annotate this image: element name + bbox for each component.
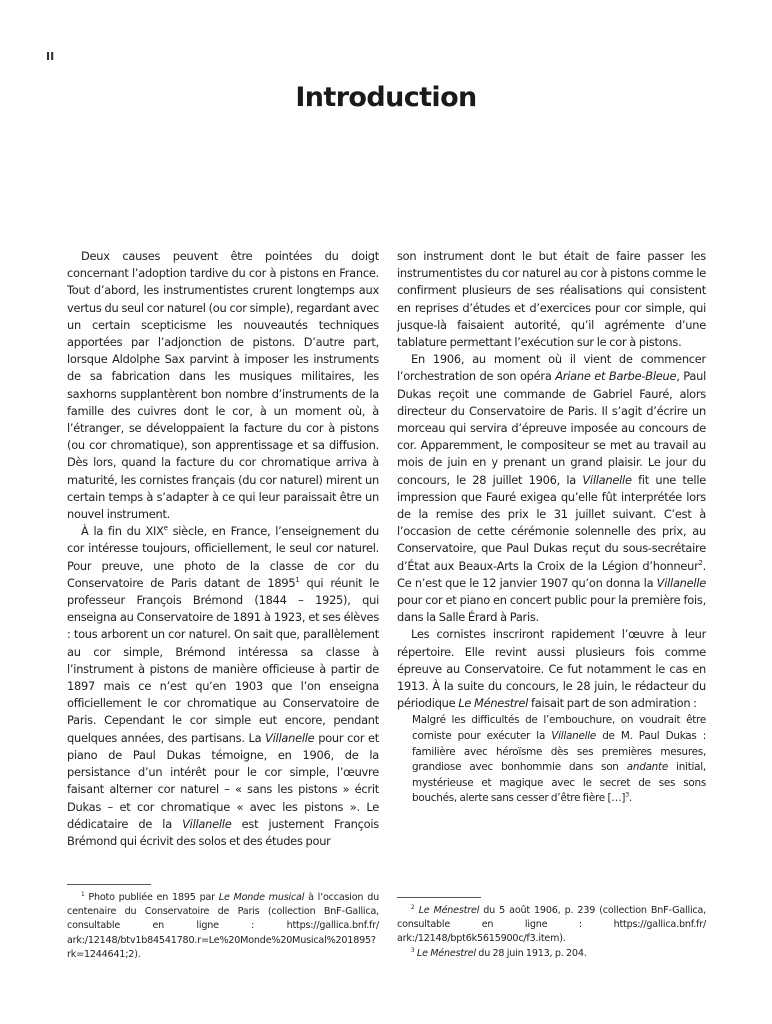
footnote-text: Photo publiée en 1895 par xyxy=(84,892,219,903)
footnotes-right xyxy=(397,897,706,961)
paragraph-text: Deux causes peuvent être pointées du doigt concernant l’adoption tardive du cor à pistons en France. Tout d’abord, les instrumentistes crurent longtemps aux vertus du seul cor naturel (ou cor simple), regardant avec un certain scepticisme les nouveautés techniques apportées par l’adjonction de pistons. D’autre part, lorsque Aldolphe Sax parvint à imposer les instruments de sa fabrication dans les musiques militaires, les saxhorns supplantèrent bon nombre d’instruments de la famille des cuivres dont le cor, à un moment où, à l’étranger, se développaient la facture du cor à pistons (ou cor chromatique), son apprentissage et sa diffusion. Dès lors, quand la facture du cor chromatique arriva à maturité, les cornistes français (du cor naturel) mirent un certain temps à s’adapter à ce qui leur paraissait être un nouvel instrument. xyxy=(67,249,379,522)
work-title: Villanelle xyxy=(582,472,632,487)
paragraph-text: faisait part de son admiration : xyxy=(528,696,697,711)
paragraph xyxy=(397,351,706,626)
footnote-1 xyxy=(67,891,379,962)
paragraph-text: pour cor et piano en concert public pour la première fois, dans la Salle Érard à Paris. xyxy=(397,593,706,625)
footnote-divider xyxy=(67,884,151,885)
block-quote xyxy=(412,712,706,807)
footnote-text: à l’occasion du centenaire du Conservatoire de Paris (collection BnF-Gallica, consultable en ligne : https://gallica.bnf.fr/ ark:/12148/btv1b84541780.r=Le%20Monde%20Musical%201895?rk=1244641;2). xyxy=(67,892,379,960)
footnote-number: 1 xyxy=(81,891,85,898)
work-title: Villanelle xyxy=(551,730,597,743)
work-title: Villanelle xyxy=(265,730,315,745)
footnote-divider xyxy=(397,897,481,898)
periodical-title: Le Monde musical xyxy=(218,892,305,903)
paragraph-text: À la fin du XIX xyxy=(81,524,164,539)
paragraph-text: est justement François Brémond qui écrivit des solos et des études pour xyxy=(67,816,379,848)
right-column xyxy=(397,248,706,807)
footnote-reference: 2 xyxy=(698,558,703,567)
paragraph-text: fit une telle impression que Fauré exigea qu’elle fût interprétée lors de la remise des prix le 31 juillet suivant. C’est à l’occasion de cette cérémonie solennelle des prix, au Conservatoire, que Paul Dukas reçut du sous-secrétaire d’État aux Beaux-Arts la Croix de la Légion d’honneur xyxy=(397,472,706,573)
paragraph-text: son instrument dont le but était de faire passer les instrumentistes du cor naturel au cor à pistons comme le confirment plusieurs de ses réalisations qui consistent en reprises d’études et d’exercices pour cor simple, qui jusque-là faisaient autorité, qu’il agrémente d’une tablature permettant l’exécution sur le cor à pistons. xyxy=(397,249,706,350)
footnote-number: 2 xyxy=(411,904,415,911)
paragraph-text: Les cornistes inscriront rapidement l’œuvre à leur répertoire. Elle revint aussi plusieurs fois comme épreuve au Conservatoire. Ce fut notamment le cas en 1913. À la suite du concours, le 28 juin, le rédacteur du périodique xyxy=(397,627,706,711)
quote-text: . xyxy=(628,792,632,805)
work-title: Ariane et Barbe-Bleue xyxy=(555,369,677,384)
paragraph xyxy=(397,626,706,712)
paragraph xyxy=(67,248,379,523)
work-title: Villanelle xyxy=(182,816,232,831)
footnote-3 xyxy=(397,947,706,961)
footnote-text: du 28 juin 1913, p. 204. xyxy=(475,947,587,959)
paragraph-text: pour cor et piano de Paul Dukas témoigne, en 1906, de la persistance d’un intérêt pour le cor simple, l’œuvre faisant alterner cor naturel – « sans les pistons » écrit Dukas – et cor chromatique « avec les pistons ». Le dédicataire de la xyxy=(67,730,379,831)
page-title: Introduction xyxy=(295,82,477,113)
footnotes-left xyxy=(67,884,379,962)
footnote-2 xyxy=(397,904,706,947)
periodical-title: Le Ménestrel xyxy=(458,696,529,711)
quote-text: Malgré les difficultés de l’embouchure, on voudrait être corniste pour exécuter la xyxy=(412,714,706,743)
paragraph-text: . Ce n’est que le 12 janvier 1907 qu’on donna la xyxy=(397,558,706,590)
tempo-term: andante xyxy=(626,761,668,774)
page-number: II xyxy=(46,50,55,63)
paragraph-text: , Paul Dukas reçoit une commande de Gabriel Fauré, alors directeur du Conservatoire de Paris. Il s’agit d’écrire un morceau qui servira d’épreuve imposée au concours de cor. Apparemment, le compositeur se met au travail au mois de juin en y prenant un grand plaisir. Le jour du concours, le 28 juillet 1906, la xyxy=(397,369,706,487)
paragraph-text: siècle, en France, l’enseignement du cor intéresse toujours, officiellement, le seul cor naturel. Pour preuve, une photo de la classe de cor du Conservatoire de Paris datant de 1895 xyxy=(67,524,379,590)
footnote-reference: 3 xyxy=(625,791,629,799)
footnote-number: 3 xyxy=(411,947,415,954)
quote-text: initial, mystérieuse et magique avec le secret de ses sons bouchés, alerte sans cesser d’être fière […] xyxy=(412,761,706,805)
quote-text: de M. Paul Dukas : familière avec héroïsme dès ses premières mesures, grandiose avec bonhommie dans son xyxy=(412,730,706,774)
paragraph xyxy=(67,523,379,850)
paragraph-text: En 1906, au moment où il vient de commencer l’orchestration de son opéra xyxy=(397,352,706,384)
periodical-title: Le Ménestrel xyxy=(416,947,476,959)
periodical-title: Le Ménestrel xyxy=(418,905,480,916)
footnote-text: du 5 août 1906, p. 239 (collection BnF-Gallica, consultable en ligne : https://gallica.bnf.fr/ ark:/12148/bpt6k5615900c/f3.item). xyxy=(397,905,707,945)
paragraph-text: qui réunit le professeur François Brémond (1844 – 1925), qui enseigna au Conservatoire de 1891 à 1923, et ses élèves : tous arborent un cor naturel. On sait que, parallèlement au cor simple, Brémond intéressa sa classe à l’instrument à pistons de manière officieuse à partir de 1897 mais ce n’est qu’en 1903 que l’on enseigna officiellement le cor chromatique au Conservatoire de Paris. Cependant le cor simple eut encore, pendant quelques années, des partisans. La xyxy=(67,575,379,745)
work-title: Villanelle xyxy=(656,575,706,590)
left-column xyxy=(67,248,379,850)
paragraph xyxy=(397,248,706,351)
superscript: e xyxy=(163,524,168,533)
footnote-reference: 1 xyxy=(295,576,300,585)
